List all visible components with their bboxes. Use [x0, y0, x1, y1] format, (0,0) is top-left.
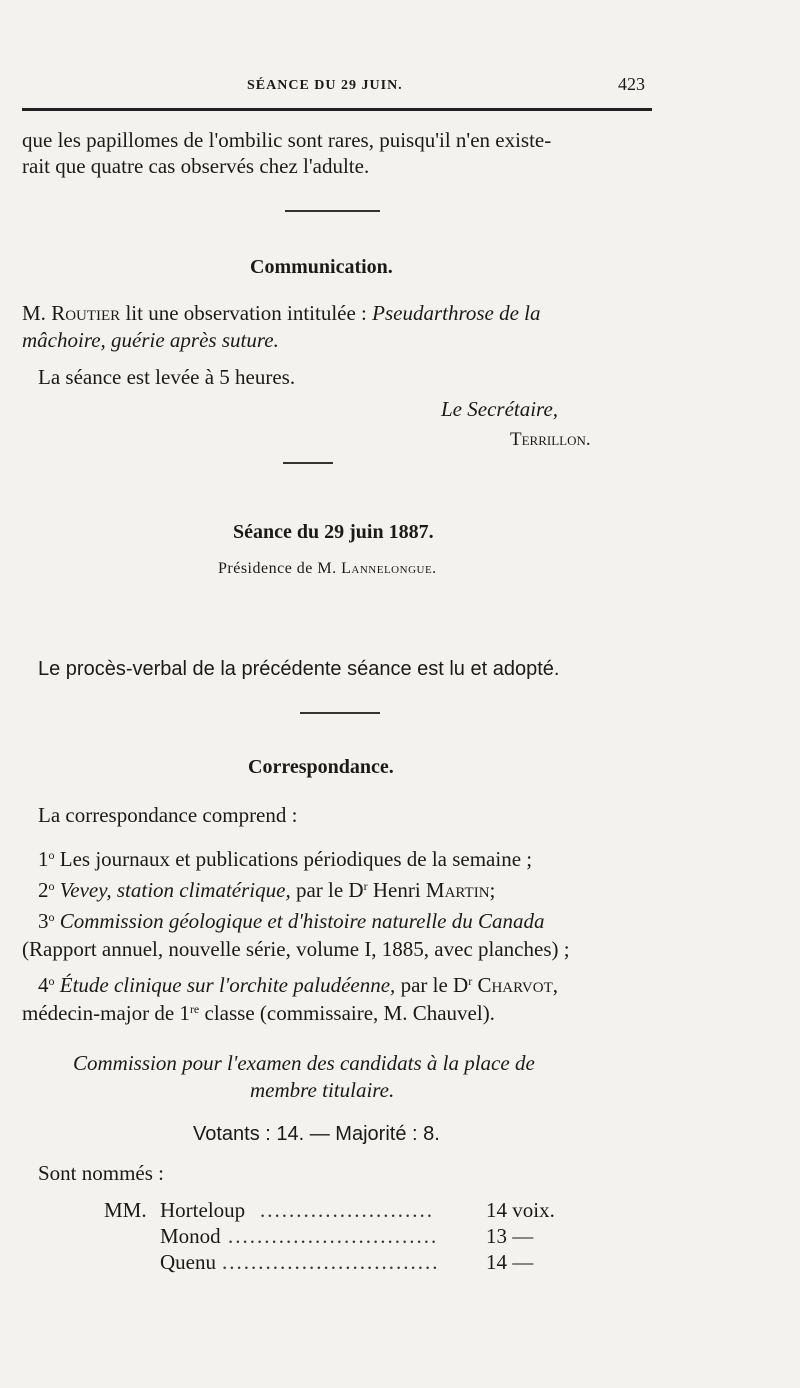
section-divider: [285, 210, 380, 212]
nominee-row: [160, 1249, 580, 1275]
item-2-by: par le D: [295, 878, 364, 902]
nominee-votes: 13 —: [486, 1224, 534, 1248]
minutes-adopted: Le procès-verbal de la précédente séance est lu et adopté.: [38, 658, 560, 680]
commission-title-1: Commission pour l'examen des candidats à la place de: [73, 1051, 535, 1075]
observation-title-1: Pseudarthrose de la: [372, 301, 541, 325]
item-3-number: 3: [38, 909, 49, 933]
continuation-line-2: rait que quatre cas observés chez l'adulte.: [22, 154, 370, 178]
item-3-title: Commission géologique et d'histoire naturelle du Canada: [59, 909, 545, 933]
secretary-role: Le Secrétaire,: [441, 397, 559, 421]
session-title: Séance du 29 juin 1887.: [233, 521, 434, 543]
header-rule: [22, 108, 652, 111]
item-2-surname: Martin: [425, 878, 490, 902]
observation-title-2: mâchoire, guérie après suture.: [22, 328, 279, 352]
signature-divider: [283, 462, 333, 464]
page-number: 423: [618, 74, 645, 94]
ordinal-mark: o: [48, 879, 55, 893]
presidency-prefix: Présidence de M.: [218, 560, 337, 577]
section-divider-2: [300, 712, 380, 714]
author-prefix: M.: [22, 301, 46, 325]
doctor-abbrev-mark: r: [468, 974, 473, 988]
ordinal-mark: o: [48, 974, 55, 988]
running-title: SÉANCE DU 29 JUIN.: [247, 78, 403, 93]
correspondence-item-4: [38, 972, 558, 998]
ordinal-mark: o: [48, 848, 55, 862]
named-label: Sont nommés :: [38, 1161, 165, 1185]
nominee-name: Monod: [160, 1224, 221, 1248]
item-1-text: Les journaux et publications périodiques de la semaine ;: [59, 847, 533, 871]
author-name: Routier: [51, 301, 121, 325]
item-4-title: Étude clinique sur l'orchite paludéenne,: [59, 973, 396, 997]
continuation-text-1: que les papillomes de l'ombilic sont rares, puisqu'il n'en existe-: [22, 128, 552, 152]
item-3-details: (Rapport annuel, nouvelle série, volume I, 1885, avec planches) ;: [22, 937, 570, 961]
communication-text: lit une observation intitulée :: [125, 301, 367, 325]
ordinal-mark: o: [48, 910, 55, 924]
communication-heading: Communication.: [250, 256, 393, 278]
item-2-end: ;: [489, 878, 496, 902]
running-head: [0, 74, 800, 98]
nominee-votes: 14 —: [486, 1250, 534, 1274]
dot-leader: .............................: [228, 1224, 439, 1248]
item-2-doctor: Henri: [372, 878, 421, 902]
item-4-details-a: médecin-major de 1: [22, 1001, 190, 1025]
nominee-row: [160, 1223, 580, 1249]
commission-title-2: membre titulaire.: [250, 1078, 395, 1102]
vote-summary: Votants : 14. — Majorité : 8.: [193, 1123, 440, 1145]
mm-label: MM.: [104, 1198, 147, 1222]
dot-leader: ..............................: [222, 1250, 440, 1274]
item-2-title: Vevey, station climatérique,: [59, 878, 291, 902]
secretary-name: Terrillon.: [510, 429, 591, 450]
nominee-name: Horteloup: [160, 1198, 246, 1222]
correspondence-item-3: [38, 908, 545, 934]
president-name: Lannelongue.: [341, 560, 437, 577]
nominee-name: Quenu: [160, 1250, 216, 1274]
item-4-details-b: classe (commissaire, M. Chauvel).: [204, 1001, 495, 1025]
nominee-votes: 14 voix.: [486, 1198, 555, 1222]
item-2-number: 2: [38, 878, 49, 902]
item-4-surname: Charvot,: [477, 973, 559, 997]
communication-line-1: [22, 300, 652, 326]
correspondence-item-1: [38, 846, 532, 872]
continuation-line-1: [22, 127, 652, 153]
nominee-list: [160, 1197, 580, 1277]
presidency-line: [218, 560, 437, 578]
ordinal-mark: re: [189, 1002, 200, 1016]
session-closing: La séance est levée à 5 heures.: [38, 365, 296, 389]
item-4-details: [22, 1000, 495, 1026]
nominee-row: [160, 1197, 580, 1223]
correspondence-intro: La correspondance comprend :: [38, 803, 298, 827]
correspondence-item-2: [38, 877, 495, 903]
item-4-number: 4: [38, 973, 49, 997]
correspondence-heading: Correspondance.: [248, 756, 394, 778]
item-1-number: 1: [38, 847, 49, 871]
item-4-by: par le D: [400, 973, 469, 997]
dot-leader: ........................: [260, 1198, 434, 1222]
doctor-abbrev-mark: r: [363, 879, 368, 893]
